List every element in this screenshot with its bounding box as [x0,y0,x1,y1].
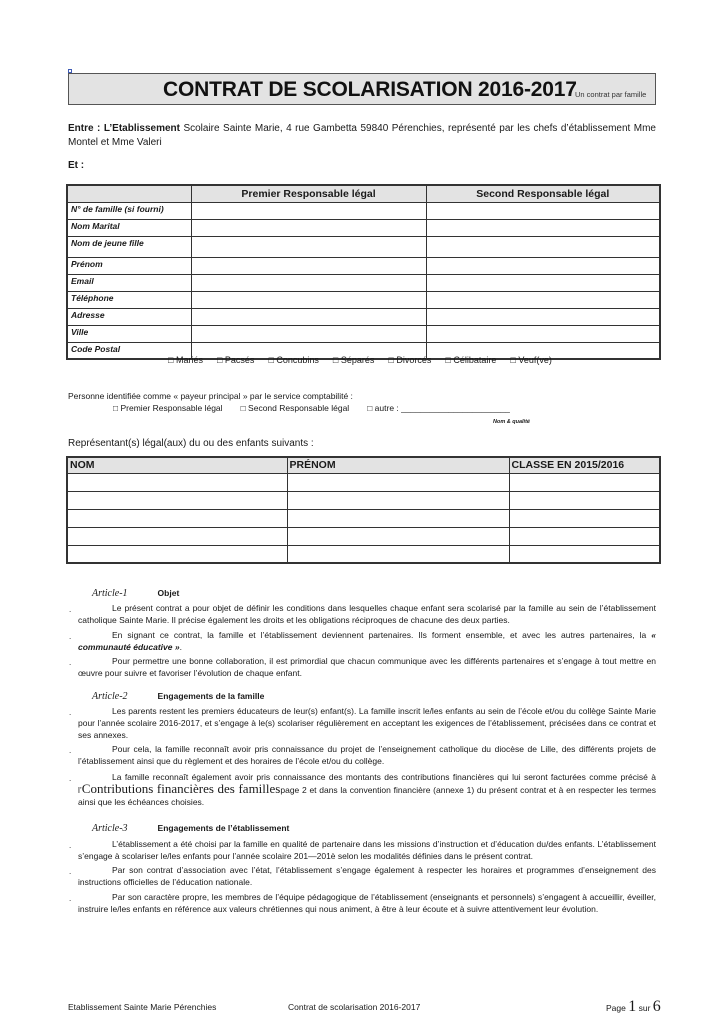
footer-left: Etablissement Sainte Marie Pérenchies [68,1002,217,1012]
page-subtitle: Un contrat par famille [575,90,647,99]
row-label: Code Postal [67,342,191,359]
bullet: . [69,658,72,667]
checkbox-label: Veuf(ve) [518,355,552,365]
second-field[interactable] [426,325,660,342]
checkbox-glyph: □ [445,355,451,365]
table-row [67,202,660,219]
representants-intro: Représentant(s) légal(aux) du ou des enfants suivants : [68,438,314,449]
second-field[interactable] [426,219,660,236]
article-1-paragraph-3 [78,655,656,679]
page-number [606,998,661,1016]
nom-qualite-caption: Nom & qualité [493,419,530,425]
article-3-paragraph-2 [78,864,656,888]
prenom-cell[interactable] [287,491,509,509]
checkbox-separes[interactable] [333,355,374,365]
bullet: . [69,867,72,876]
checkbox-glyph: □ [168,355,174,365]
table-row [67,509,660,527]
bullet: . [69,632,72,641]
row-label: Nom de jeune fille [67,236,191,257]
bullet: . [69,605,72,614]
payeur-options [113,403,510,413]
nom-cell[interactable] [67,491,287,509]
table-row [67,219,660,236]
page-total: 6 [652,998,661,1015]
enfants-header-row [67,457,660,473]
paragraph-text: Pour permettre une bonne collaboration, il est primordial que chacun communique avec les différents partenaires et s’engage à tout mettre en œuvre pour suivre et favoriser l’évolution de chaque enfant. [78,656,656,678]
table-row [67,308,660,325]
header-second-responsable: Second Responsable légal [426,185,660,202]
bullet: . [69,894,72,903]
article-2-paragraph-2 [78,743,656,767]
prenom-cell[interactable] [287,509,509,527]
header-prenom: PRÉNOM [287,457,509,473]
classe-cell[interactable] [509,491,660,509]
second-field[interactable] [426,257,660,274]
checkbox-glyph: □ [216,355,223,365]
checkbox-veuf[interactable] [510,355,551,365]
checkbox-glyph: □ [332,355,339,365]
payeur-second-checkbox[interactable]: □ Second Responsable légal [240,403,350,413]
nom-cell[interactable] [67,509,287,527]
article-2-number: Article-2 [92,691,128,702]
checkbox-label: Divorcés [396,355,432,365]
checkbox-label: Célibataire [453,355,497,365]
article-2-paragraph-3 [78,771,656,808]
article-2-paragraph-1 [78,705,656,741]
classe-cell[interactable] [509,473,660,491]
title-banner [68,73,656,105]
responsables-header-row [67,185,660,202]
row-label: Nom Marital [67,219,191,236]
paragraph-text-end: page 2 et dans la convention financière (annexe 1) du présent contrat et à en respecter les termes ainsi que les échéances choisies. [78,785,656,807]
premier-field[interactable] [191,274,426,291]
header-nom: NOM [67,457,287,473]
page-current: 1 [628,998,637,1015]
paragraph-text: Par son contrat d’association avec l’état, l’établissement s’engage également à respecter les horaires et programmes d’enseignement des instructions officielles de l’éducation nationale. [78,865,656,887]
article-1-number: Article-1 [92,588,128,599]
paragraph-text: En signant ce contrat, la famille et l’établissement deviennent partenaires. Ils forment ensemble, et avec les autres partenaires, la [112,630,647,640]
header-classe: CLASSE EN 2015/2016 [509,457,660,473]
paragraph-text: L’établissement a été choisi par la famille en qualité de partenaire dans les missions d’instruction et d’éducation du/des enfants. L’établissement s’engage à scolariser le/les enfants pour l’année scolaire 201—201è selon les modalités définies dans le présent contrat. [78,839,656,861]
table-row [67,274,660,291]
responsables-table [66,184,661,360]
bullet: . [69,841,72,850]
checkbox-glyph: □ [510,355,516,365]
premier-field[interactable] [191,202,426,219]
nom-cell[interactable] [67,527,287,545]
entre-paragraph [68,122,656,150]
nom-cell[interactable] [67,473,287,491]
classe-cell[interactable] [509,527,660,545]
table-row [67,527,660,545]
page-label: Page [606,1003,626,1013]
footer-center: Contrat de scolarisation 2016-2017 [288,1002,421,1012]
table-row [67,325,660,342]
second-field[interactable] [426,308,660,325]
sur-label: sur [638,1003,651,1013]
paragraph-text: Les parents restent les premiers éducateurs de leur(s) enfant(s). La famille inscrit le/les enfants au sein de l’école et/ou du collège Sainte Marie pour l’année scolaire 2016-2017, et s’engage à le(s) scolariser régulièrement en acceptant les exigences de l’établissement, précisées dans ce contrat et ses annexes. [78,706,656,740]
article-3-title: Engagements de l’établissement [157,823,290,833]
bullet: . [69,708,72,717]
paragraph-text: La famille reconnaît également avoir pris connaissance des montants des contributions financières qui lui seront facturées comme précisé à l’ [78,772,656,795]
paragraph-text: Le présent contrat a pour objet de définir les conditions dans lesquelles chaque enfant sera scolarisé par la famille au sein de l’établissement catholique Sainte Marie. Il précise également les droits et les obligations réciproques de chacune des deux parties. [78,603,656,625]
checkbox-label: Mariés [175,355,203,365]
second-field[interactable] [426,291,660,308]
payeur-autre-checkbox[interactable]: □ autre : _______________________ [367,403,510,413]
checkbox-divorces[interactable] [388,355,431,365]
premier-field[interactable] [191,291,426,308]
premier-field[interactable] [191,257,426,274]
row-label: Adresse [67,308,191,325]
row-label: Ville [67,325,191,342]
row-label: Prénom [67,257,191,274]
second-field[interactable] [426,274,660,291]
checkbox-glyph: □ [268,355,274,365]
page-title: CONTRAT DE SCOLARISATION 2016-2017 [163,78,577,101]
row-label: N° de famille (si fourni) [67,202,191,219]
classe-cell[interactable] [509,509,660,527]
article-1-heading [92,588,179,599]
paragraph-text: Pour cela, la famille reconnaît avoir pris connaissance du projet de l’enseignement catholique du diocèse de Lille, des différents projets de l’établissement ainsi que du règlement et des horaires de l’école et/ou du collège. [78,744,656,766]
article-3-number: Article-3 [92,823,128,834]
payeur-text: Personne identifiée comme « payeur principal » par le service comptabilité : [68,391,353,401]
article-1-paragraph-1 [78,602,656,626]
table-row [67,236,660,257]
premier-field[interactable] [191,219,426,236]
second-field[interactable] [426,236,660,257]
table-row [67,257,660,274]
bullet: . [69,774,72,783]
checkbox-label: Concubins [276,355,319,365]
prenom-cell[interactable] [287,545,509,563]
checkbox-concubins[interactable] [268,355,318,365]
prenom-cell[interactable] [287,473,509,491]
paragraph-text: Par son caractère propre, les membres de l’équipe pédagogique de l’établissement (enseignants et personnels) s’engagent à accueillir, éveiller, instruire le/les enfants en référence aux valeurs chrétiennes qui nous animent, à être à leur écoute et à suivre attentivement leur évolution. [78,892,656,914]
communaute-educative: « communauté éducative » [78,630,656,652]
checkbox-celibataire[interactable] [445,355,496,365]
checkbox-pacses[interactable] [217,355,254,365]
premier-field[interactable] [191,308,426,325]
checkbox-label: Pacsés [224,355,255,365]
enfants-table [66,456,661,564]
checkbox-maries[interactable] [168,355,203,365]
checkbox-glyph: □ [388,355,394,365]
second-field[interactable] [426,202,660,219]
article-1-title: Objet [157,588,180,598]
article-2-heading [92,691,264,702]
article-3-paragraph-3 [78,891,656,915]
table-row [67,473,660,491]
table-row [67,291,660,308]
situation-checkboxes [168,355,552,365]
header-blank [67,185,191,202]
table-row [67,545,660,563]
premier-field[interactable] [191,236,426,257]
nom-cell[interactable] [67,545,287,563]
paragraph-end: . [179,642,182,652]
premier-field[interactable] [191,325,426,342]
contributions-link[interactable]: Contributions financières des familles [81,781,281,796]
bullet: . [69,746,72,755]
row-label: Email [67,274,191,291]
article-3-heading [92,823,289,834]
classe-cell[interactable] [509,545,660,563]
entre-label: Entre : L’Etablissement [68,123,180,134]
table-row [67,491,660,509]
payeur-premier-checkbox[interactable]: □ Premier Responsable légal [113,403,223,413]
article-3-paragraph-1 [78,838,656,862]
entre-text: Scolaire Sainte Marie, 4 rue Gambetta 59840 Pérenchies, représenté par les chefs d’établissement Mme Montel et Mme Valeri [68,123,656,148]
row-label: Téléphone [67,291,191,308]
checkbox-label: Séparés [340,355,375,365]
article-2-title: Engagements de la famille [157,691,265,701]
et-label: Et : [68,160,85,171]
article-1-paragraph-2 [78,629,656,653]
header-premier-responsable: Premier Responsable légal [191,185,426,202]
prenom-cell[interactable] [287,527,509,545]
